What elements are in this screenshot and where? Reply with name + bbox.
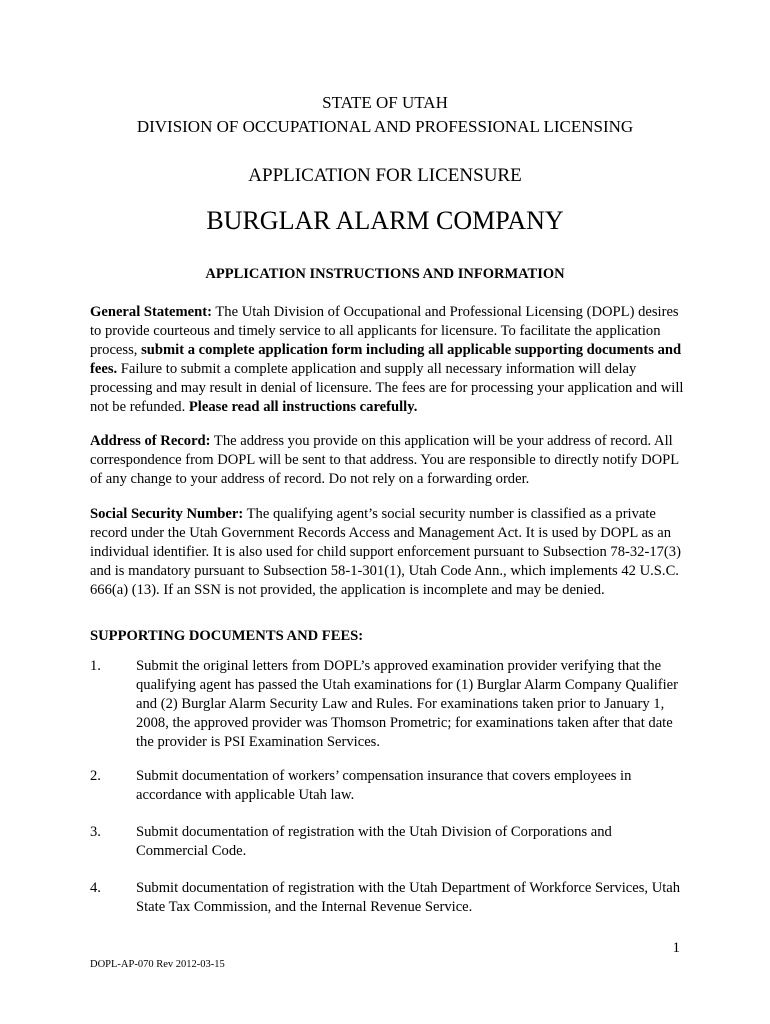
page-number: 1 <box>672 940 680 956</box>
list-item-text: Submit documentation of registration with the Utah Division of Corporations and Commercial Code. <box>136 824 612 859</box>
state-title: STATE OF UTAH <box>322 93 448 112</box>
general-statement <box>90 303 688 417</box>
address-of-record-label: Address of Record: <box>90 433 211 449</box>
list-item-number: 1. <box>90 658 101 674</box>
general-statement-bold-1: submit a complete application form including all applicable supporting documents and fees. <box>90 342 682 377</box>
list-item-number: 3. <box>90 824 101 840</box>
social-security-number <box>90 505 688 600</box>
address-of-record <box>90 432 688 489</box>
list-item-text: Submit documentation of registration with the Utah Department of Workforce Services, Utah State Tax Commission, and the Internal Revenue Service. <box>136 880 681 915</box>
instructions-heading: APPLICATION INSTRUCTIONS AND INFORMATION <box>205 266 565 282</box>
social-security-number-text: The qualifying agent’s social security number is classified as a private record under the Utah Government Records Access and Management Act. It is used by DOPL as an individual identifier. It is also used for child support enforcement pursuant to Subsection 78-32-17(3) and is mandatory pursuant to Subsection 58-1-301(1), Utah Code Ann., which implements 42 U.S.C. 666(a) (13). If an SSN is not provided, the application is incomplete and may be denied. <box>90 506 681 598</box>
general-statement-label: General Statement: <box>90 304 212 320</box>
general-statement-text-1: The Utah Division of Occupational and Professional Licensing (DOPL) desires to provide courteous and timely service to all applicants for licensure. To facilitate the application process, <box>90 304 679 358</box>
list-item-number: 2. <box>90 768 101 784</box>
supporting-documents-heading: SUPPORTING DOCUMENTS AND FEES: <box>90 628 364 644</box>
address-of-record-text: The address you provide on this application will be your address of record. All correspondence from DOPL will be sent to that address. You are responsible to directly notify DOPL of any change to your address of record. Do not rely on a forwarding order. <box>90 433 679 487</box>
general-statement-text-2: Failure to submit a complete application and supply all necessary information will delay processing and may result in denial of licensure. The fees are for processing your application and will not be refunded. <box>90 361 684 415</box>
list-item-number: 4. <box>90 880 101 896</box>
list-item-text: Submit the original letters from DOPL’s approved examination provider verifying that the qualifying agent has passed the Utah examinations for (1) Burglar Alarm Company Qualifier and (2) Burglar Alarm Security Law and Rules. For examinations taken prior to January 1, 2008, the approved provider was Thomson Prometric; for examinations taken after that date the provider is PSI Examination Services. <box>136 658 678 750</box>
company-title: BURGLAR ALARM COMPANY <box>206 206 564 235</box>
list-item-text: Submit documentation of workers’ compensation insurance that covers employees in accordance with applicable Utah law. <box>136 768 632 803</box>
division-title: DIVISION OF OCCUPATIONAL AND PROFESSIONAL LICENSING <box>136 117 634 136</box>
general-statement-bold-2: Please read all instructions carefully. <box>188 399 418 415</box>
form-code: DOPL-AP-070 Rev 2012-03-15 <box>90 959 225 970</box>
social-security-number-label: Social Security Number: <box>90 506 244 522</box>
application-title: APPLICATION FOR LICENSURE <box>248 165 522 186</box>
